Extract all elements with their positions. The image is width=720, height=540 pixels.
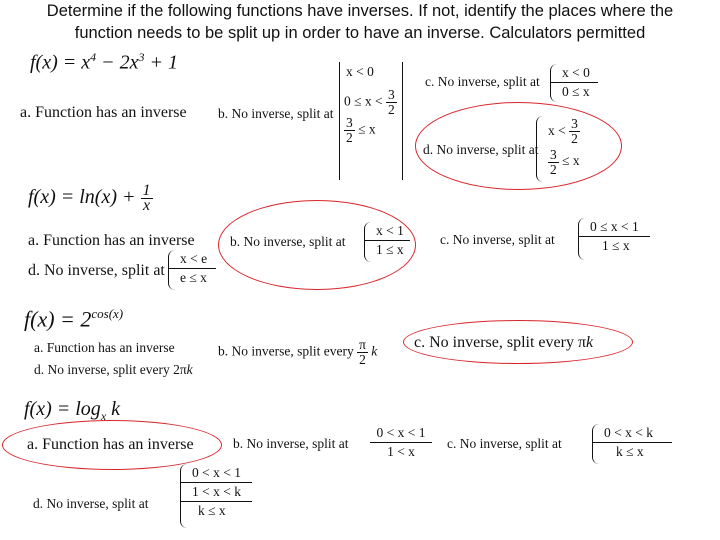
q3-option-c[interactable]: c. No inverse, split every πk (414, 334, 594, 351)
q2-d-case-2: e ≤ x (180, 270, 207, 285)
q1-option-a[interactable]: a. Function has an inverse (20, 104, 187, 121)
q1-option-c-cases (550, 64, 598, 102)
q1-d-case-2: $\frac{3}{2}$ ≤ x (550, 146, 580, 177)
q2-option-c-label[interactable]: c. No inverse, split at (440, 232, 555, 247)
q1-option-c-label[interactable]: c. No inverse, split at (425, 74, 540, 89)
q4-option-a[interactable]: a. Function has an inverse (27, 436, 194, 453)
q2-option-a[interactable]: a. Function has an inverse (28, 232, 195, 249)
q2-c-case-1: 0 ≤ x < 1 (578, 218, 650, 237)
instructions-line-1: Determine if the following functions have inverses. If not, identify the places where the (46, 2, 674, 20)
q1-b-case-1: x < 0 (346, 64, 374, 79)
q1-function: $f(x) = x^4 - 2x^3 + 1$ (30, 50, 179, 74)
q2-option-c-cases (578, 218, 650, 260)
q4-b-case-2: 1 < x (387, 444, 415, 459)
q1-option-d-label[interactable]: d. No inverse, split at (423, 142, 539, 157)
q1-b-case-2: 0 ≤ x < $\frac{3}{2}$ (344, 87, 395, 117)
q4-option-d-cases (180, 464, 252, 528)
q1-answer-circle (415, 102, 622, 190)
q4-c-case-2: k ≤ x (616, 444, 644, 459)
q4-answer-circle (2, 420, 222, 470)
q2-b-case-2: 1 ≤ x (376, 242, 404, 257)
q3-option-b[interactable]: b. No inverse, split every $\frac{\pi}{2}$ k (218, 337, 378, 367)
q1-option-b-label[interactable]: b. No inverse, split at (218, 106, 334, 121)
q4-function: $f(x) = \log_x k$ (24, 398, 121, 423)
q4-d-case-2: 1 < x < k (180, 483, 252, 502)
q2-d-case-1: x < e (168, 250, 216, 269)
q2-function: f(x) = ln(x) + $\frac{1}{x}$ (28, 182, 151, 214)
q1-c-case-2: 0 ≤ x (562, 84, 590, 99)
q4-option-b-cases (370, 424, 432, 461)
q2-option-d-label[interactable]: d. No inverse, split at (28, 262, 165, 279)
q3-function: $f(x) = 2^{cos(x)}$ (24, 306, 124, 332)
q2-option-d-cases (168, 250, 216, 290)
instructions-line-2: function needs to be split up in order to have an inverse. Calculators permitted (74, 24, 646, 42)
q4-d-case-1: 0 < x < 1 (180, 464, 252, 483)
q4-b-case-1: 0 < x < 1 (370, 424, 432, 443)
q1-option-b-bar-right (402, 62, 403, 180)
q3-answer-circle (403, 320, 633, 364)
q3-option-a[interactable]: a. Function has an inverse (34, 340, 175, 355)
q4-c-case-1: 0 < x < k (592, 424, 672, 443)
q2-answer-circle (218, 200, 416, 290)
q3-option-d[interactable]: d. No inverse, split every 2πk (34, 362, 193, 377)
q4-option-c-label[interactable]: c. No inverse, split at (447, 436, 562, 451)
q4-option-d-label[interactable]: d. No inverse, split at (33, 496, 149, 511)
q2-c-case-2: 1 ≤ x (602, 238, 630, 253)
q2-b-case-1: x < 1 (364, 222, 410, 241)
q1-d-case-1: x < $\frac{3}{2}$ (548, 116, 578, 147)
q4-d-case-3: k ≤ x (198, 503, 226, 518)
q1-b-case-3: $\frac{3}{2}$ ≤ x (346, 115, 376, 145)
q1-c-case-1: x < 0 (550, 64, 598, 83)
q4-option-c-cases (592, 424, 672, 464)
q4-option-b-label[interactable]: b. No inverse, split at (233, 436, 349, 451)
q1-option-b-bar (339, 62, 340, 180)
q2-option-b-label[interactable]: b. No inverse, split at (230, 234, 346, 249)
